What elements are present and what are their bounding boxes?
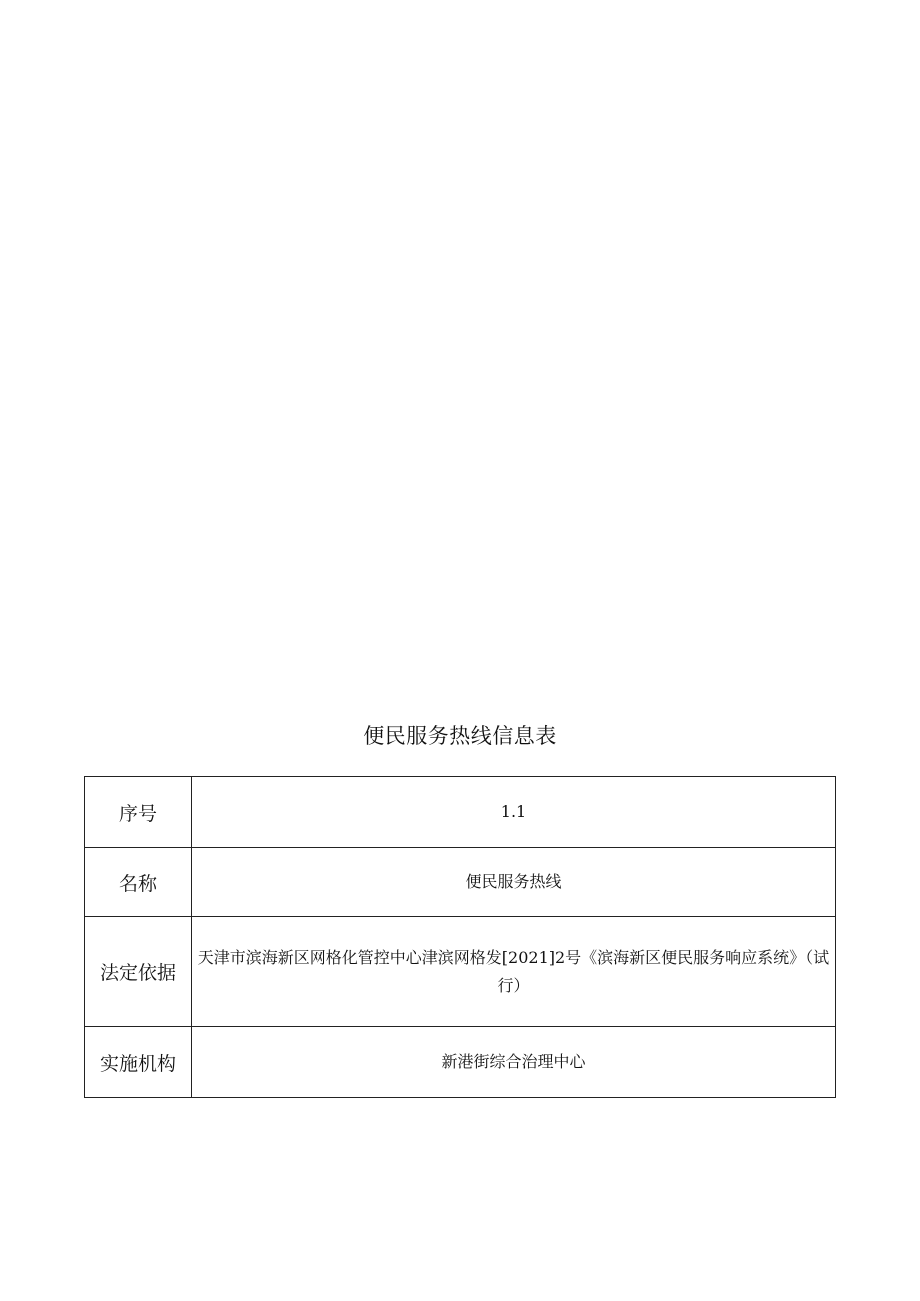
serial-number-label: 序号 (85, 777, 192, 848)
document-title: 便民服务热线信息表 (363, 724, 557, 748)
table-row-serial-number (85, 777, 836, 848)
serial-number-value: 1.1 (192, 777, 836, 848)
info-table (84, 776, 836, 1098)
implementing-agency-label: 实施机构 (85, 1027, 192, 1098)
name-label: 名称 (85, 848, 192, 917)
table-row-name (85, 848, 836, 917)
implementing-agency-value: 新港街综合治理中心 (192, 1027, 836, 1098)
legal-basis-label: 法定依据 (85, 917, 192, 1027)
legal-basis-value: 天津市滨海新区网格化管控中心津滨网格发[2021]2号《滨海新区便民服务响应系统》（试行） (192, 917, 836, 1027)
name-value: 便民服务热线 (192, 848, 836, 917)
table-row-legal-basis (85, 917, 836, 1027)
table-row-implementing-agency (85, 1027, 836, 1098)
